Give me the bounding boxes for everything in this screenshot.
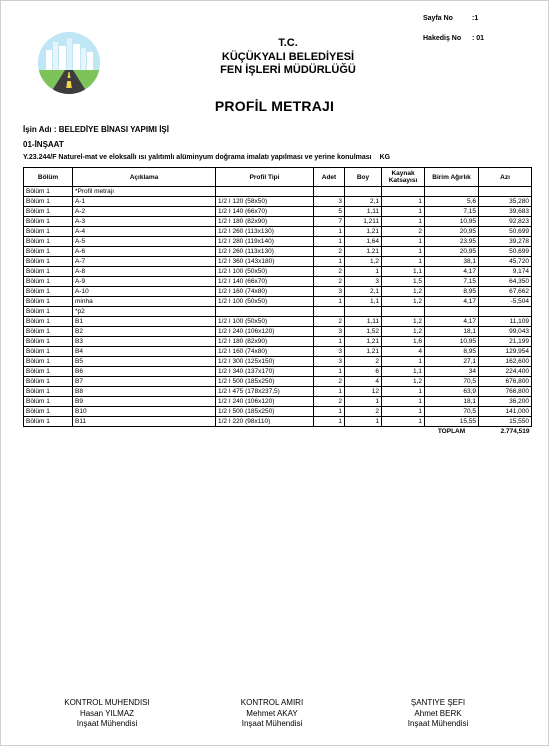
cell-amount: 15,550 [479, 417, 532, 427]
cell-unit-weight: 4,17 [425, 297, 479, 307]
hakedis-no-value: : 01 [472, 35, 485, 42]
column-header: Azı [479, 168, 532, 187]
cell-description: A-3 [73, 217, 216, 227]
cell-unit-weight: 18,1 [425, 397, 479, 407]
cell-section: Bölüm 1 [24, 337, 73, 347]
cell-profile-type: 1/2 I 340 (137x170) [216, 367, 314, 377]
cell-unit-weight: 70,5 [425, 407, 479, 417]
cell-count: 3 [314, 197, 345, 207]
table-row [24, 277, 532, 287]
cell-profile-type: 1/2 I 260 (113x130) [216, 247, 314, 257]
cell-length: 12 [345, 387, 382, 397]
table-row [24, 257, 532, 267]
cell-count: 1 [314, 297, 345, 307]
cell-unit-weight: 38,1 [425, 257, 479, 267]
table-row [24, 187, 532, 197]
cell-weld-factor: 1,1 [382, 367, 425, 377]
item-line [23, 154, 390, 161]
cell-profile-type [216, 307, 314, 317]
total-value: 2.774,519 [500, 428, 530, 435]
cell-weld-factor: 1 [382, 237, 425, 247]
table-row [24, 207, 532, 217]
cell-weld-factor: 1,6 [382, 337, 425, 347]
cell-count: 3 [314, 347, 345, 357]
cell-count: 5 [314, 207, 345, 217]
cell-description: B9 [73, 397, 216, 407]
cell-count: 2 [314, 377, 345, 387]
table-row [24, 377, 532, 387]
cell-unit-weight: 20,95 [425, 247, 479, 257]
column-header: Boy [345, 168, 382, 187]
cell-amount: 64,350 [479, 277, 532, 287]
cell-amount: 162,600 [479, 357, 532, 367]
cell-count: 1 [314, 227, 345, 237]
cell-amount: 50,699 [479, 227, 532, 237]
cell-profile-type: 1/2 I 475 (178x237,5) [216, 387, 314, 397]
cell-unit-weight: 7,15 [425, 207, 479, 217]
org-line-1: T.C. [278, 37, 298, 49]
cell-count: 3 [314, 327, 345, 337]
cell-amount [479, 307, 532, 317]
cell-description: minha [73, 297, 216, 307]
table-row [24, 297, 532, 307]
table-row [24, 367, 532, 377]
cell-weld-factor: 1,5 [382, 277, 425, 287]
cell-length: 2 [345, 357, 382, 367]
item-description: Naturel-mat ve eloksallı ısı yalıtımlı alüminyum doğrama imalatı yapılması ve yerine konulması [58, 154, 372, 161]
cell-length: 1 [345, 267, 382, 277]
hakedis-no-label: Hakediş No [423, 35, 462, 42]
table-row [24, 417, 532, 427]
cell-amount: 39,683 [479, 207, 532, 217]
cell-length: 1,21 [345, 347, 382, 357]
cell-unit-weight: 4,17 [425, 267, 479, 277]
column-header: Birim Ağırlık [425, 168, 479, 187]
cell-profile-type: 1/2 I 160 (74x80) [216, 287, 314, 297]
cell-weld-factor: 1 [382, 197, 425, 207]
cell-profile-type: 1/2 I 260 (113x130) [216, 227, 314, 237]
cell-profile-type: 1/2 I 140 (66x70) [216, 207, 314, 217]
section-title: 01-İNŞAAT [23, 140, 64, 149]
total-row [24, 427, 532, 437]
cell-amount: 11,109 [479, 317, 532, 327]
cell-profile-type: 1/2 I 100 (50x50) [216, 317, 314, 327]
cell-section: Bölüm 1 [24, 347, 73, 357]
cell-length: 1,11 [345, 317, 382, 327]
cell-length [345, 307, 382, 317]
cell-weld-factor: 1,2 [382, 287, 425, 297]
table-row [24, 197, 532, 207]
cell-count [314, 187, 345, 197]
cell-section: Bölüm 1 [24, 397, 73, 407]
cell-section: Bölüm 1 [24, 227, 73, 237]
cell-length: 1,11 [345, 207, 382, 217]
cell-description: A-9 [73, 277, 216, 287]
cell-section: Bölüm 1 [24, 357, 73, 367]
cell-profile-type: 1/2 I 220 (98x110) [216, 417, 314, 427]
table-row [24, 337, 532, 347]
cell-amount: 766,800 [479, 387, 532, 397]
cell-weld-factor: 1,1 [382, 267, 425, 277]
cell-unit-weight [425, 187, 479, 197]
signature-role: ŞANTIYE ŞEFI [410, 698, 466, 707]
cell-profile-type: 1/2 I 300 (125x150) [216, 357, 314, 367]
table-header-row [24, 168, 532, 187]
column-header: Profil Tipi [216, 168, 314, 187]
cell-section: Bölüm 1 [24, 307, 73, 317]
cell-unit-weight: 18,1 [425, 327, 479, 337]
table-row [24, 327, 532, 337]
cell-unit-weight: 7,15 [425, 277, 479, 287]
table-row [24, 237, 532, 247]
cell-profile-type [216, 187, 314, 197]
signature-control-engineer [37, 698, 177, 730]
table-row [24, 407, 532, 417]
cell-unit-weight: 8,95 [425, 347, 479, 357]
cell-count: 1 [314, 417, 345, 427]
cell-count: 3 [314, 287, 345, 297]
cell-section: Bölüm 1 [24, 417, 73, 427]
cell-length: 2,1 [345, 197, 382, 207]
cell-length: 1 [345, 417, 382, 427]
cell-unit-weight: 27,1 [425, 357, 479, 367]
cell-length: 1,52 [345, 327, 382, 337]
profile-measurement-table [23, 167, 532, 436]
cell-length: 2,1 [345, 287, 382, 297]
cell-profile-type: 1/2 I 500 (185x250) [216, 407, 314, 417]
cell-weld-factor: 1,2 [382, 317, 425, 327]
cell-section: Bölüm 1 [24, 217, 73, 227]
cell-profile-type: 1/2 I 180 (82x90) [216, 337, 314, 347]
cell-description: A-1 [73, 197, 216, 207]
cell-section: Bölüm 1 [24, 387, 73, 397]
cell-section: Bölüm 1 [24, 247, 73, 257]
cell-description: B10 [73, 407, 216, 417]
cell-unit-weight: 20,95 [425, 227, 479, 237]
cell-amount: 141,000 [479, 407, 532, 417]
cell-description: A-6 [73, 247, 216, 257]
cell-description: B2 [73, 327, 216, 337]
cell-description: A-5 [73, 237, 216, 247]
cell-description: B3 [73, 337, 216, 347]
cell-profile-type: 1/2 I 240 (106x120) [216, 327, 314, 337]
cell-section: Bölüm 1 [24, 367, 73, 377]
signature-name: Ahmet BERK [414, 708, 462, 718]
cell-unit-weight: 8,95 [425, 287, 479, 297]
cell-description: A-2 [73, 207, 216, 217]
cell-weld-factor: 1 [382, 257, 425, 267]
table-row [24, 357, 532, 367]
cell-count [314, 307, 345, 317]
cell-profile-type: 1/2 I 500 (185x250) [216, 377, 314, 387]
cell-unit-weight: 4,17 [425, 317, 479, 327]
cell-count: 2 [314, 277, 345, 287]
page-no-value: :1 [472, 15, 479, 22]
cell-profile-type: 1/2 I 100 (50x50) [216, 297, 314, 307]
cell-section: Bölüm 1 [24, 207, 73, 217]
cell-profile-type: 1/2 I 360 (143x180) [216, 257, 314, 267]
column-header: Adet [314, 168, 345, 187]
cell-unit-weight: 10,95 [425, 217, 479, 227]
cell-unit-weight: 15,55 [425, 417, 479, 427]
cell-description: A-10 [73, 287, 216, 297]
cell-count: 1 [314, 407, 345, 417]
cell-section: Bölüm 1 [24, 267, 73, 277]
cell-amount: 92,823 [479, 217, 532, 227]
signature-name: Hasan YILMAZ [79, 708, 135, 718]
cell-section: Bölüm 1 [24, 197, 73, 207]
cell-profile-type: 1/2 I 140 (66x70) [216, 277, 314, 287]
cell-profile-type: 1/2 I 180 (82x90) [216, 217, 314, 227]
signature-role: KONTROL AMIRI [240, 698, 304, 707]
cell-weld-factor: 1 [382, 207, 425, 217]
page-no-label: Sayfa No [423, 15, 453, 22]
cell-amount: 39,278 [479, 237, 532, 247]
signature-title: Inşaat Mühendisi [241, 719, 303, 728]
cell-amount: 676,800 [479, 377, 532, 387]
cell-count: 1 [314, 337, 345, 347]
cell-amount [479, 187, 532, 197]
cell-weld-factor [382, 307, 425, 317]
cell-count: 1 [314, 387, 345, 397]
cell-amount: 67,662 [479, 287, 532, 297]
cell-length: 4 [345, 377, 382, 387]
cell-description: *p2 [73, 307, 216, 317]
cell-count: 1 [314, 257, 345, 267]
cell-amount: 35,280 [479, 197, 532, 207]
cell-unit-weight: 34 [425, 367, 479, 377]
cell-section: Bölüm 1 [24, 317, 73, 327]
cell-amount: 36,200 [479, 397, 532, 407]
cell-weld-factor: 1 [382, 247, 425, 257]
cell-amount: 50,699 [479, 247, 532, 257]
cell-unit-weight: 63,9 [425, 387, 479, 397]
cell-unit-weight: 10,95 [425, 337, 479, 347]
cell-unit-weight: 70,5 [425, 377, 479, 387]
cell-section: Bölüm 1 [24, 297, 73, 307]
job-name-label: İşin Adı : [23, 125, 57, 134]
cell-weld-factor [382, 187, 425, 197]
cell-count: 2 [314, 247, 345, 257]
signature-title: Inşaat Mühendisi [407, 719, 469, 728]
signature-role: KONTROL MUHENDISI [64, 698, 150, 707]
cell-description: A-8 [73, 267, 216, 277]
cell-count: 2 [314, 397, 345, 407]
cell-weld-factor: 1 [382, 387, 425, 397]
cell-amount: 224,400 [479, 367, 532, 377]
cell-weld-factor: 1,2 [382, 297, 425, 307]
cell-description: A-7 [73, 257, 216, 267]
job-name-line [23, 125, 169, 134]
table-row [24, 267, 532, 277]
cell-count: 7 [314, 217, 345, 227]
cell-amount: 129,954 [479, 347, 532, 357]
table-row [24, 397, 532, 407]
cell-profile-type: 1/2 I 100 (50x50) [216, 267, 314, 277]
item-unit: KG [379, 154, 391, 161]
cell-length: 1 [345, 397, 382, 407]
cell-description: *Profil metrajı [73, 187, 216, 197]
cell-length: 1,1 [345, 297, 382, 307]
cell-weld-factor: 1 [382, 407, 425, 417]
cell-section: Bölüm 1 [24, 377, 73, 387]
column-header: Bölüm [24, 168, 73, 187]
cell-length: 1,211 [345, 217, 382, 227]
cell-description: B8 [73, 387, 216, 397]
cell-count: 1 [314, 367, 345, 377]
signature-site-chief [368, 698, 508, 730]
table-row [24, 247, 532, 257]
cell-length [345, 187, 382, 197]
cell-weld-factor: 1 [382, 397, 425, 407]
table-row [24, 217, 532, 227]
cell-unit-weight: 23,95 [425, 237, 479, 247]
cell-amount: 45,720 [479, 257, 532, 267]
signature-name: Mehmet AKAY [246, 708, 298, 718]
cell-weld-factor: 2 [382, 227, 425, 237]
table-row [24, 347, 532, 357]
city-road-logo-icon [38, 32, 100, 94]
cell-amount: -5,504 [479, 297, 532, 307]
cell-amount: 21,199 [479, 337, 532, 347]
cell-section: Bölüm 1 [24, 237, 73, 247]
cell-description: B4 [73, 347, 216, 357]
column-header: Kaynak Katsayısı [382, 168, 425, 187]
cell-section: Bölüm 1 [24, 407, 73, 417]
cell-section: Bölüm 1 [24, 287, 73, 297]
cell-weld-factor: 1 [382, 217, 425, 227]
cell-section: Bölüm 1 [24, 327, 73, 337]
cell-amount: 9,174 [479, 267, 532, 277]
cell-length: 1,64 [345, 237, 382, 247]
cell-length: 1,21 [345, 337, 382, 347]
cell-section: Bölüm 1 [24, 187, 73, 197]
job-name-value: BELEDİYE BİNASI YAPIMI İŞİ [58, 125, 169, 134]
cell-weld-factor: 4 [382, 347, 425, 357]
table-row [24, 387, 532, 397]
table-row [24, 307, 532, 317]
cell-length: 3 [345, 277, 382, 287]
cell-weld-factor: 1 [382, 357, 425, 367]
cell-description: B7 [73, 377, 216, 387]
table-row [24, 227, 532, 237]
cell-profile-type: 1/2 I 160 (74x80) [216, 347, 314, 357]
cell-unit-weight [425, 307, 479, 317]
cell-profile-type: 1/2 I 120 (58x50) [216, 197, 314, 207]
cell-section: Bölüm 1 [24, 277, 73, 287]
cell-profile-type: 1/2 I 240 (106x120) [216, 397, 314, 407]
cell-length: 1,21 [345, 227, 382, 237]
signature-control-chief [202, 698, 342, 730]
cell-amount: 99,043 [479, 327, 532, 337]
table-row [24, 287, 532, 297]
table-row [24, 317, 532, 327]
cell-count: 2 [314, 317, 345, 327]
cell-weld-factor: 1 [382, 417, 425, 427]
org-line-2: KÜÇÜKYALI BELEDİYESİ [221, 51, 355, 63]
cell-count: 1 [314, 237, 345, 247]
cell-weld-factor: 1,2 [382, 327, 425, 337]
column-header: Açıklama [73, 168, 216, 187]
cell-count: 2 [314, 267, 345, 277]
cell-description: B11 [73, 417, 216, 427]
cell-profile-type: 1/2 I 280 (119x140) [216, 237, 314, 247]
cell-description: B6 [73, 367, 216, 377]
signature-title: Inşaat Mühendisi [76, 719, 138, 728]
cell-length: 2 [345, 407, 382, 417]
cell-section: Bölüm 1 [24, 257, 73, 267]
municipality-logo [38, 32, 100, 94]
total-label: TOPLAM [437, 428, 466, 435]
org-line-3: FEN İŞLERİ MÜDÜRLÜĞÜ [220, 64, 356, 76]
cell-length: 1,2 [345, 257, 382, 267]
cell-length: 1,21 [345, 247, 382, 257]
cell-weld-factor: 1,2 [382, 377, 425, 387]
cell-unit-weight: 5,6 [425, 197, 479, 207]
cell-length: 6 [345, 367, 382, 377]
document-title: PROFİL METRAJI [214, 98, 335, 114]
item-code: Y.23.244/F [23, 154, 57, 161]
cell-description: A-4 [73, 227, 216, 237]
cell-count: 3 [314, 357, 345, 367]
cell-description: B1 [73, 317, 216, 327]
cell-description: B5 [73, 357, 216, 367]
